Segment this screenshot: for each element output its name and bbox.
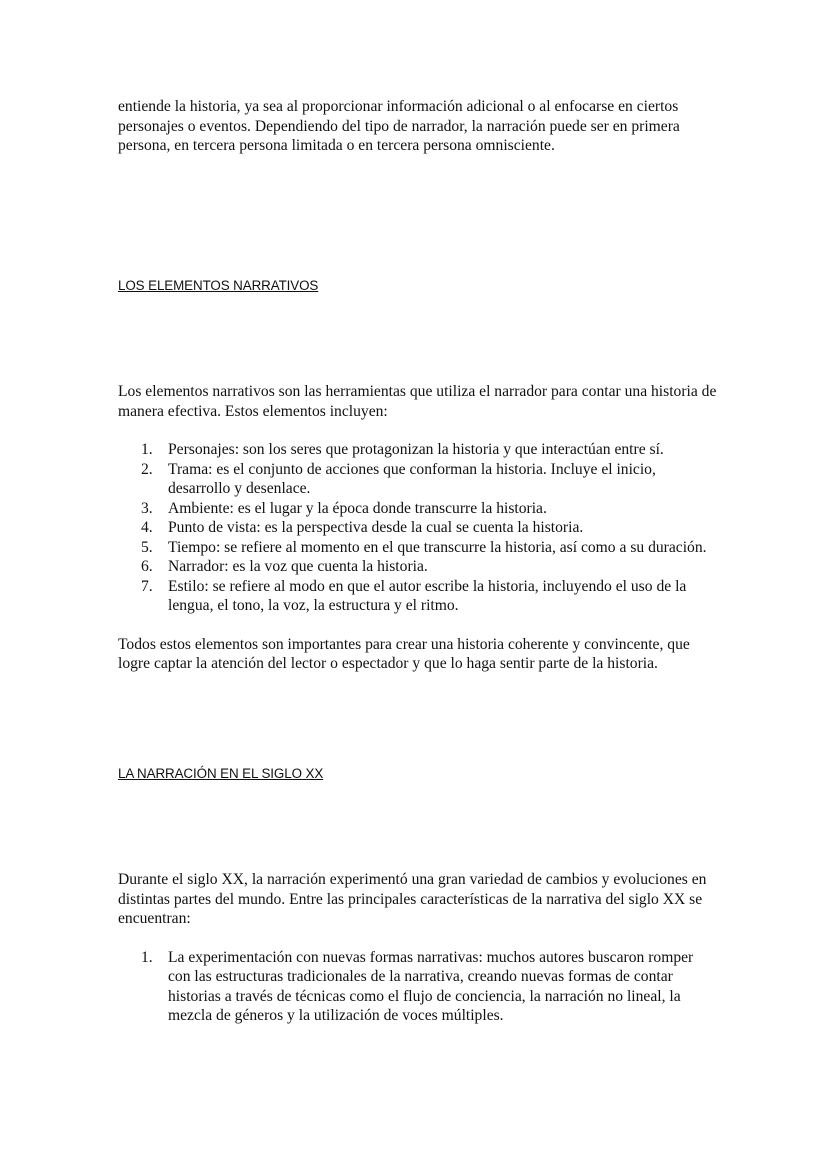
list-item [118,577,718,616]
list-item-text: Ambiente: es el lugar y la época donde transcurre la historia. [168,499,547,517]
list-item-text: Estilo: se refiere al modo en que el autor escribe la historia, incluyendo el uso de la lengua, el tono, la voz, la estructura y el ritmo. [168,577,687,614]
document-page [118,97,718,1026]
list-item-number: 1. [141,441,153,458]
list-item-number: 5. [141,538,153,556]
list-item [118,440,718,460]
list-item [118,948,718,1026]
list-item-text: Tiempo: se refiere al momento en el que transcurre la historia, así como a su duración. [168,538,707,556]
list-item-number: 1. [141,948,153,966]
section-heading-elementos: LOS ELEMENTOS NARRATIVOS [118,277,319,293]
list-item-text: Punto de vista: es la perspectiva desde la cual se cuenta la historia. [168,519,584,536]
list-item-number: 2. [141,460,153,478]
list-item-text: Trama: es el conjunto de acciones que conforman la historia. Incluye el inicio, desarrollo y desenlace. [168,460,656,497]
intro-paragraph: entiende la historia, ya sea al proporcionar información adicional o al enfocarse en ciertos personajes o eventos. Dependiendo del tipo de narrador, la narración puede ser en primera persona, en tercera persona limitada o en tercera persona omnisciente. [118,98,680,154]
list-item [118,557,718,577]
list-item [118,499,718,519]
elementos-conclusion-paragraph: Todos estos elementos son importantes para crear una historia coherente y convincente, que logre captar la atención del lector o espectador y que lo haga sentir parte de la historia. [118,635,690,672]
list-item-text: Narrador: es la voz que cuenta la historia. [168,558,428,575]
siglo-intro-paragraph: Durante el siglo XX, la narración experimentó una gran variedad de cambios y evoluciones en distintas partes del mundo. Entre las principales características de la narrativa del siglo XX se encuentran: [118,871,707,927]
elementos-intro-paragraph: Los elementos narrativos son las herramientas que utiliza el narrador para contar una historia de manera efectiva. Estos elementos incluyen: [118,383,717,420]
section-heading-siglo-xx: LA NARRACIÓN EN EL SIGLO XX [118,765,324,781]
list-item-number: 7. [141,577,153,595]
list-item-number: 3. [141,499,153,517]
list-item-number: 4. [141,519,153,536]
list-item-number: 6. [141,558,153,575]
list-item [118,460,718,499]
list-item-text: La experimentación con nuevas formas narrativas: muchos autores buscaron romper con las estructuras tradicionales de la narrativa, creando nuevas formas de contar historias a través de técnicas como el flujo de conciencia, la narración no lineal, la mezcla de géneros y la utilización de voces múltiples. [168,948,694,1024]
list-item [118,518,718,538]
siglo-numbered-list [118,948,718,1026]
elementos-numbered-list [118,440,718,616]
list-item [118,538,718,558]
list-item-text: Personajes: son los seres que protagonizan la historia y que interactúan entre sí. [168,441,664,458]
